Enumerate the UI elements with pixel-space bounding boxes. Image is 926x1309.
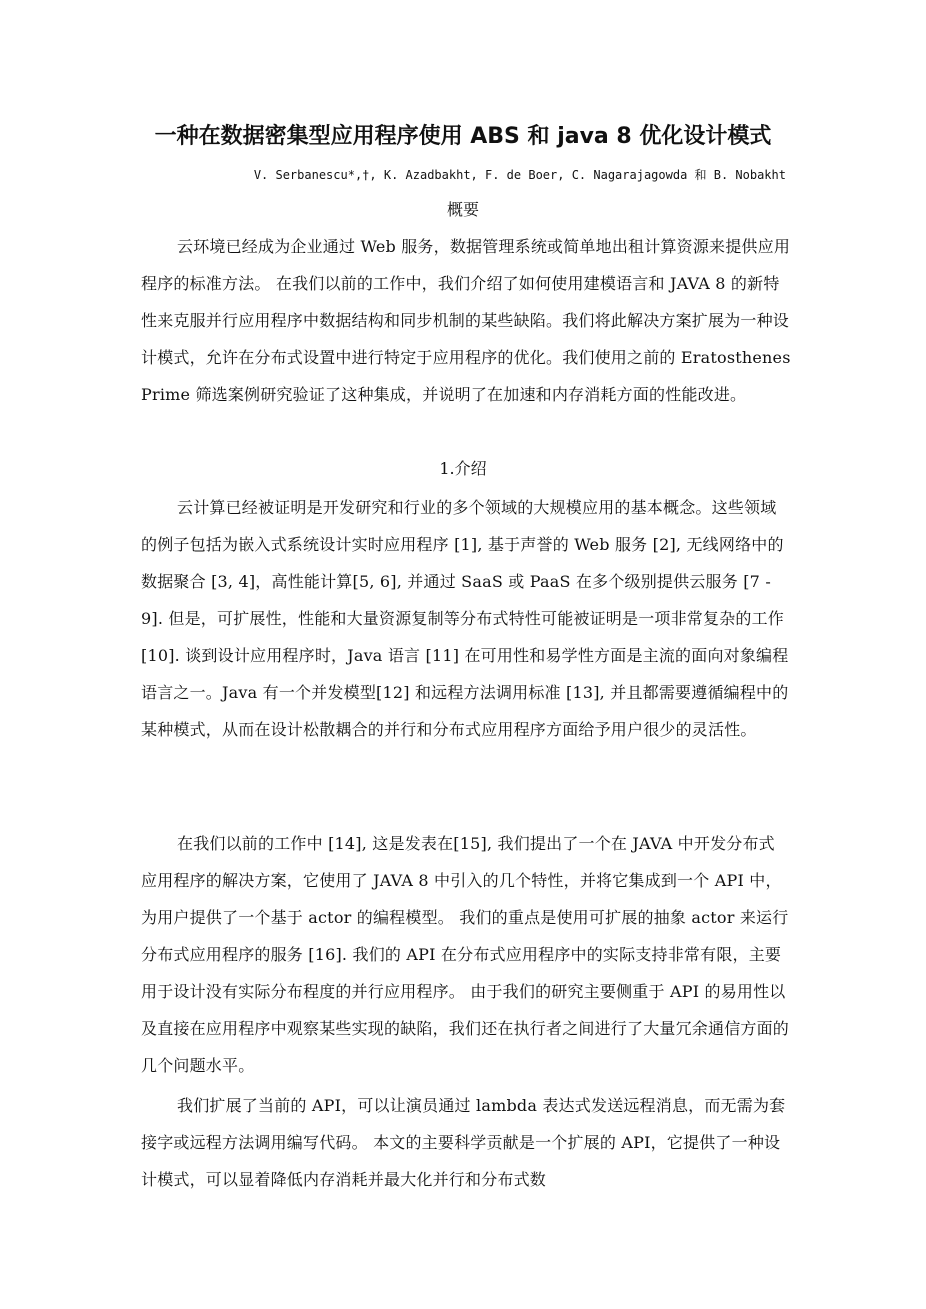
author-list: V. Serbanescu*,†, K. Azadbakht, F. de Boer, C. Nagarajagowda 和 B. Nobakht [253, 168, 786, 182]
section-1-heading: 1.介绍 [439, 459, 487, 478]
paper-title: 一种在数据密集型应用程序使用 ABS 和 java 8 优化设计模式 [154, 124, 772, 149]
abstract-heading: 概要 [446, 200, 479, 219]
intro-paragraph-1: 云计算已经被证明是开发研究和行业的多个领域的大规模应用的基本概念。这些领域的例子包括为嵌入式系统设计实时应用程序 [1], 基于声誉的 Web 服务 [2], 无线网络中的数据聚合 [3, 4]，高性能计算[5, 6], 并通过 SaaS 或 PaaS 在多个级别提供云服务 [7 - 9]. 但是，可扩展性，性能和大量资源复制等分布式特性可能被证明是一项非常复杂的工作 [10]. 谈到设计应用程序时，Java 语言 [11] 在可用性和易学性方面是主流的面向对象编程语言之一。Java 有一个并发模型[12] 和远程方法调用标准 [13], 并且都需要遵循编程中的某种模式，从而在设计松散耦合的并行和分布式应用程序方面给予用户很少的灵活性。 [141, 498, 789, 739]
intro-paragraph-2: 在我们以前的工作中 [14], 这是发表在[15], 我们提出了一个在 JAVA 中开发分布式应用程序的解决方案，它使用了 JAVA 8 中引入的几个特性，并将它集成到一个 API 中，为用户提供了一个基于 actor 的编程模型。 我们的重点是使用可扩展的抽象 actor 来运行分布式应用程序的服务 [16]. 我们的 API 在分布式应用程序中的实际支持非常有限，主要用于设计没有实际分布程度的并行应用程序。 由于我们的研究主要侧重于 API 的易用性以及直接在应用程序中观察某些实现的缺陷，我们还在执行者之间进行了大量冗余通信方面的几个问题水平。 [141, 834, 790, 1075]
abstract-text: 云环境已经成为企业通过 Web 服务，数据管理系统或简单地出租计算资源来提供应用程序的标准方法。 在我们以前的工作中，我们介绍了如何使用建模语言和 JAVA 8 的新特性来克服并行应用程序中数据结构和同步机制的某些缺陷。我们将此解决方案扩展为一种设计模式，允许在分布式设置中进行特定于应用程序的优化。我们使用之前的 Eratosthenes Prime 筛选案例研究验证了这种集成，并说明了在加速和内存消耗方面的性能改进。 [141, 237, 791, 404]
intro-paragraph-3: 我们扩展了当前的 API，可以让演员通过 lambda 表达式发送远程消息，而无需为套接字或远程方法调用编写代码。 本文的主要科学贡献是一个扩展的 API，它提供了一种设计模式，可以显着降低内存消耗并最大化并行和分布式数 [141, 1096, 786, 1189]
